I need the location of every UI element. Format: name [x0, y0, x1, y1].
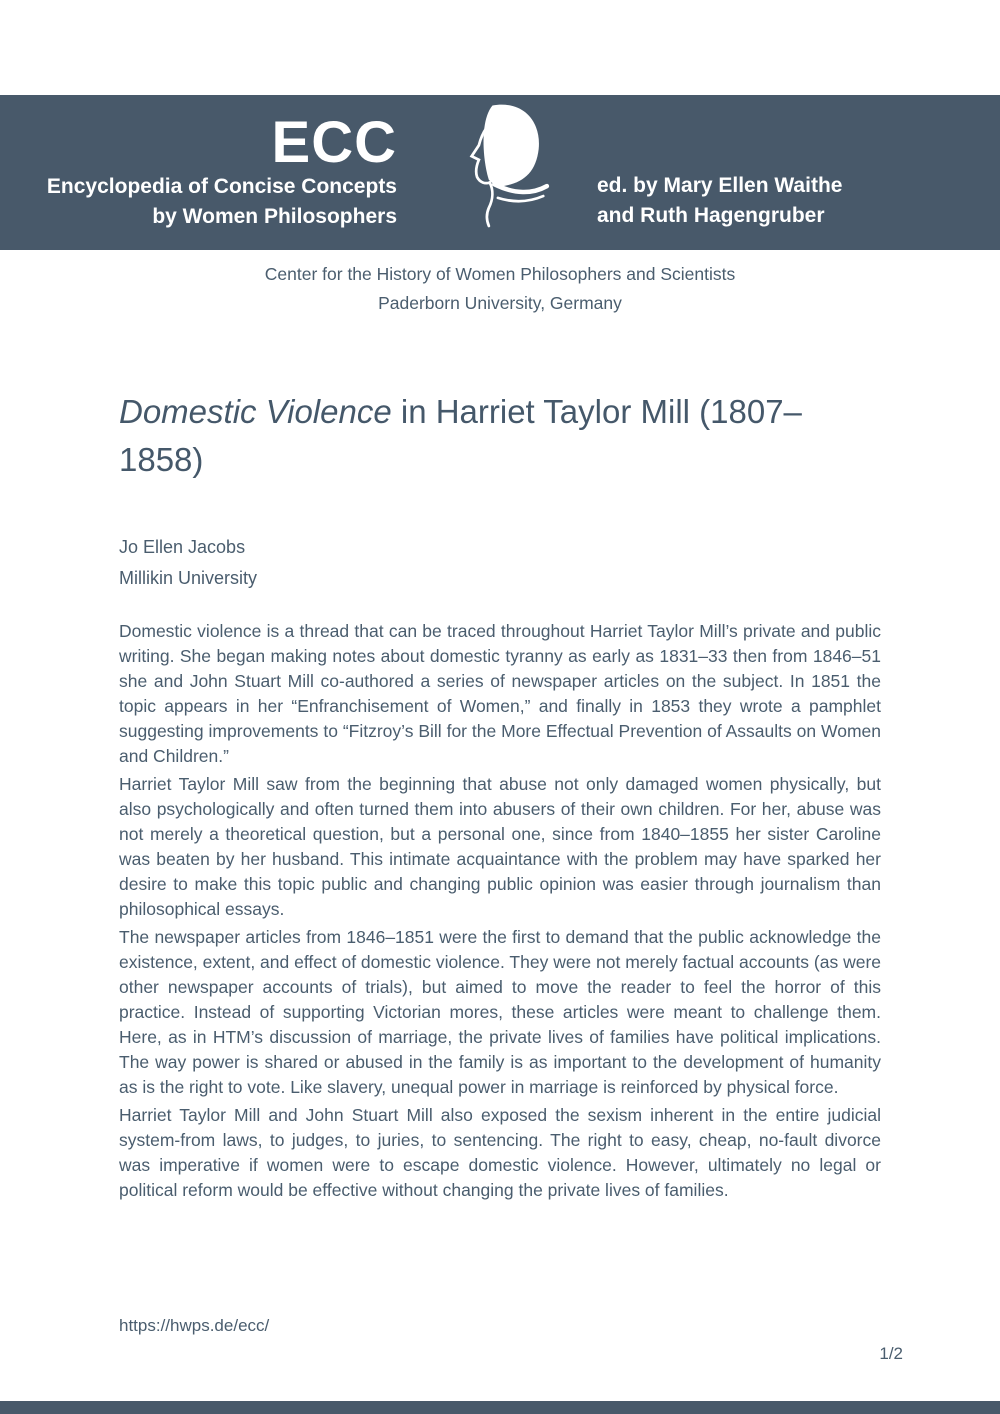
series-title-line2: by Women Philosophers: [152, 204, 397, 228]
header-band: [0, 95, 1000, 250]
article-paragraph: Harriet Taylor Mill saw from the beginning that abuse not only damaged women physically, but also psychologically and often turned them into abusers of their own children. For her, abuse was not merely a theoretical question, but a personal one, since from 1840–1855 her sister Caroline was beaten by her husband. This intimate acquaintance with the problem may have sparked her desire to make this topic public and changing public opinion was easier through journalism than philosophical essays.: [119, 774, 881, 919]
article-paragraph: Harriet Taylor Mill and John Stuart Mill also exposed the sexism inherent in the entire judicial system-from laws, to judges, to juries, to sentencing. The right to easy, cheap, no-fault divorce was imperative if women were to escape domestic violence. However, ultimately no legal or political reform would be effective without changing the private lives of families.: [119, 1105, 881, 1200]
article-paragraph: Domestic violence is a thread that can be traced throughout Harriet Taylor Mill’s private and public writing. She began making notes about domestic tyranny as early as 1831–33 then from 1846–51 she and John Stuart Mill co-authored a series of newspaper articles on the subject. In 1851 the topic appears in her “Enfranchisement of Women,” and finally in 1853 they wrote a pamphlet suggesting improvements to “Fitzroy’s Bill for the More Effectual Prevention of Assaults on Women and Children.”: [119, 621, 881, 766]
bottom-accent-bar: [0, 1401, 1000, 1414]
article-title-italic-part: Domestic Violence: [119, 393, 392, 430]
institution-line1: Center for the History of Women Philosophers and Scientists: [264, 264, 736, 284]
ecc-acronym: ECC: [271, 109, 397, 175]
article-paragraph: The newspaper articles from 1846–1851 were the first to demand that the public acknowledge the existence, extent, and effect of domestic violence. They were not merely factual accounts (as were other newspaper accounts of trials), but aimed to move the reader to feel the horror of this practice. Instead of supporting Victorian mores, these articles were meant to challenge them. Here, as in HTM’s discussion of marriage, the private lives of families have political implications. The way power is shared or abused in the family is as important to the development of humanity as is the right to vote. Like slavery, unequal power in marriage is reinforced by physical force.: [119, 927, 881, 1097]
institution-block: [0, 260, 1000, 318]
author-affiliation: Millikin University: [119, 568, 258, 588]
article-content: [119, 388, 881, 1206]
article-title: [119, 388, 881, 484]
series-title-block: [0, 95, 397, 250]
editors-line1: ed. by Mary Ellen Waithe: [597, 174, 843, 197]
article-title-rest: in Harriet Taylor Mill (1807–1858): [119, 393, 802, 478]
institution-line2: Paderborn University, Germany: [378, 293, 622, 313]
editors-block: [597, 95, 1000, 250]
author-name: Jo Ellen Jacobs: [119, 537, 246, 557]
page-number: 1/2: [879, 1344, 903, 1363]
footer-url-link[interactable]: https://hwps.de/ecc/: [119, 1316, 270, 1335]
author-block: [119, 532, 881, 594]
minerva-head-logo-icon: [397, 95, 597, 250]
editors-line2: and Ruth Hagengruber: [597, 204, 825, 227]
series-title-line1: Encyclopedia of Concise Concepts: [46, 174, 397, 198]
